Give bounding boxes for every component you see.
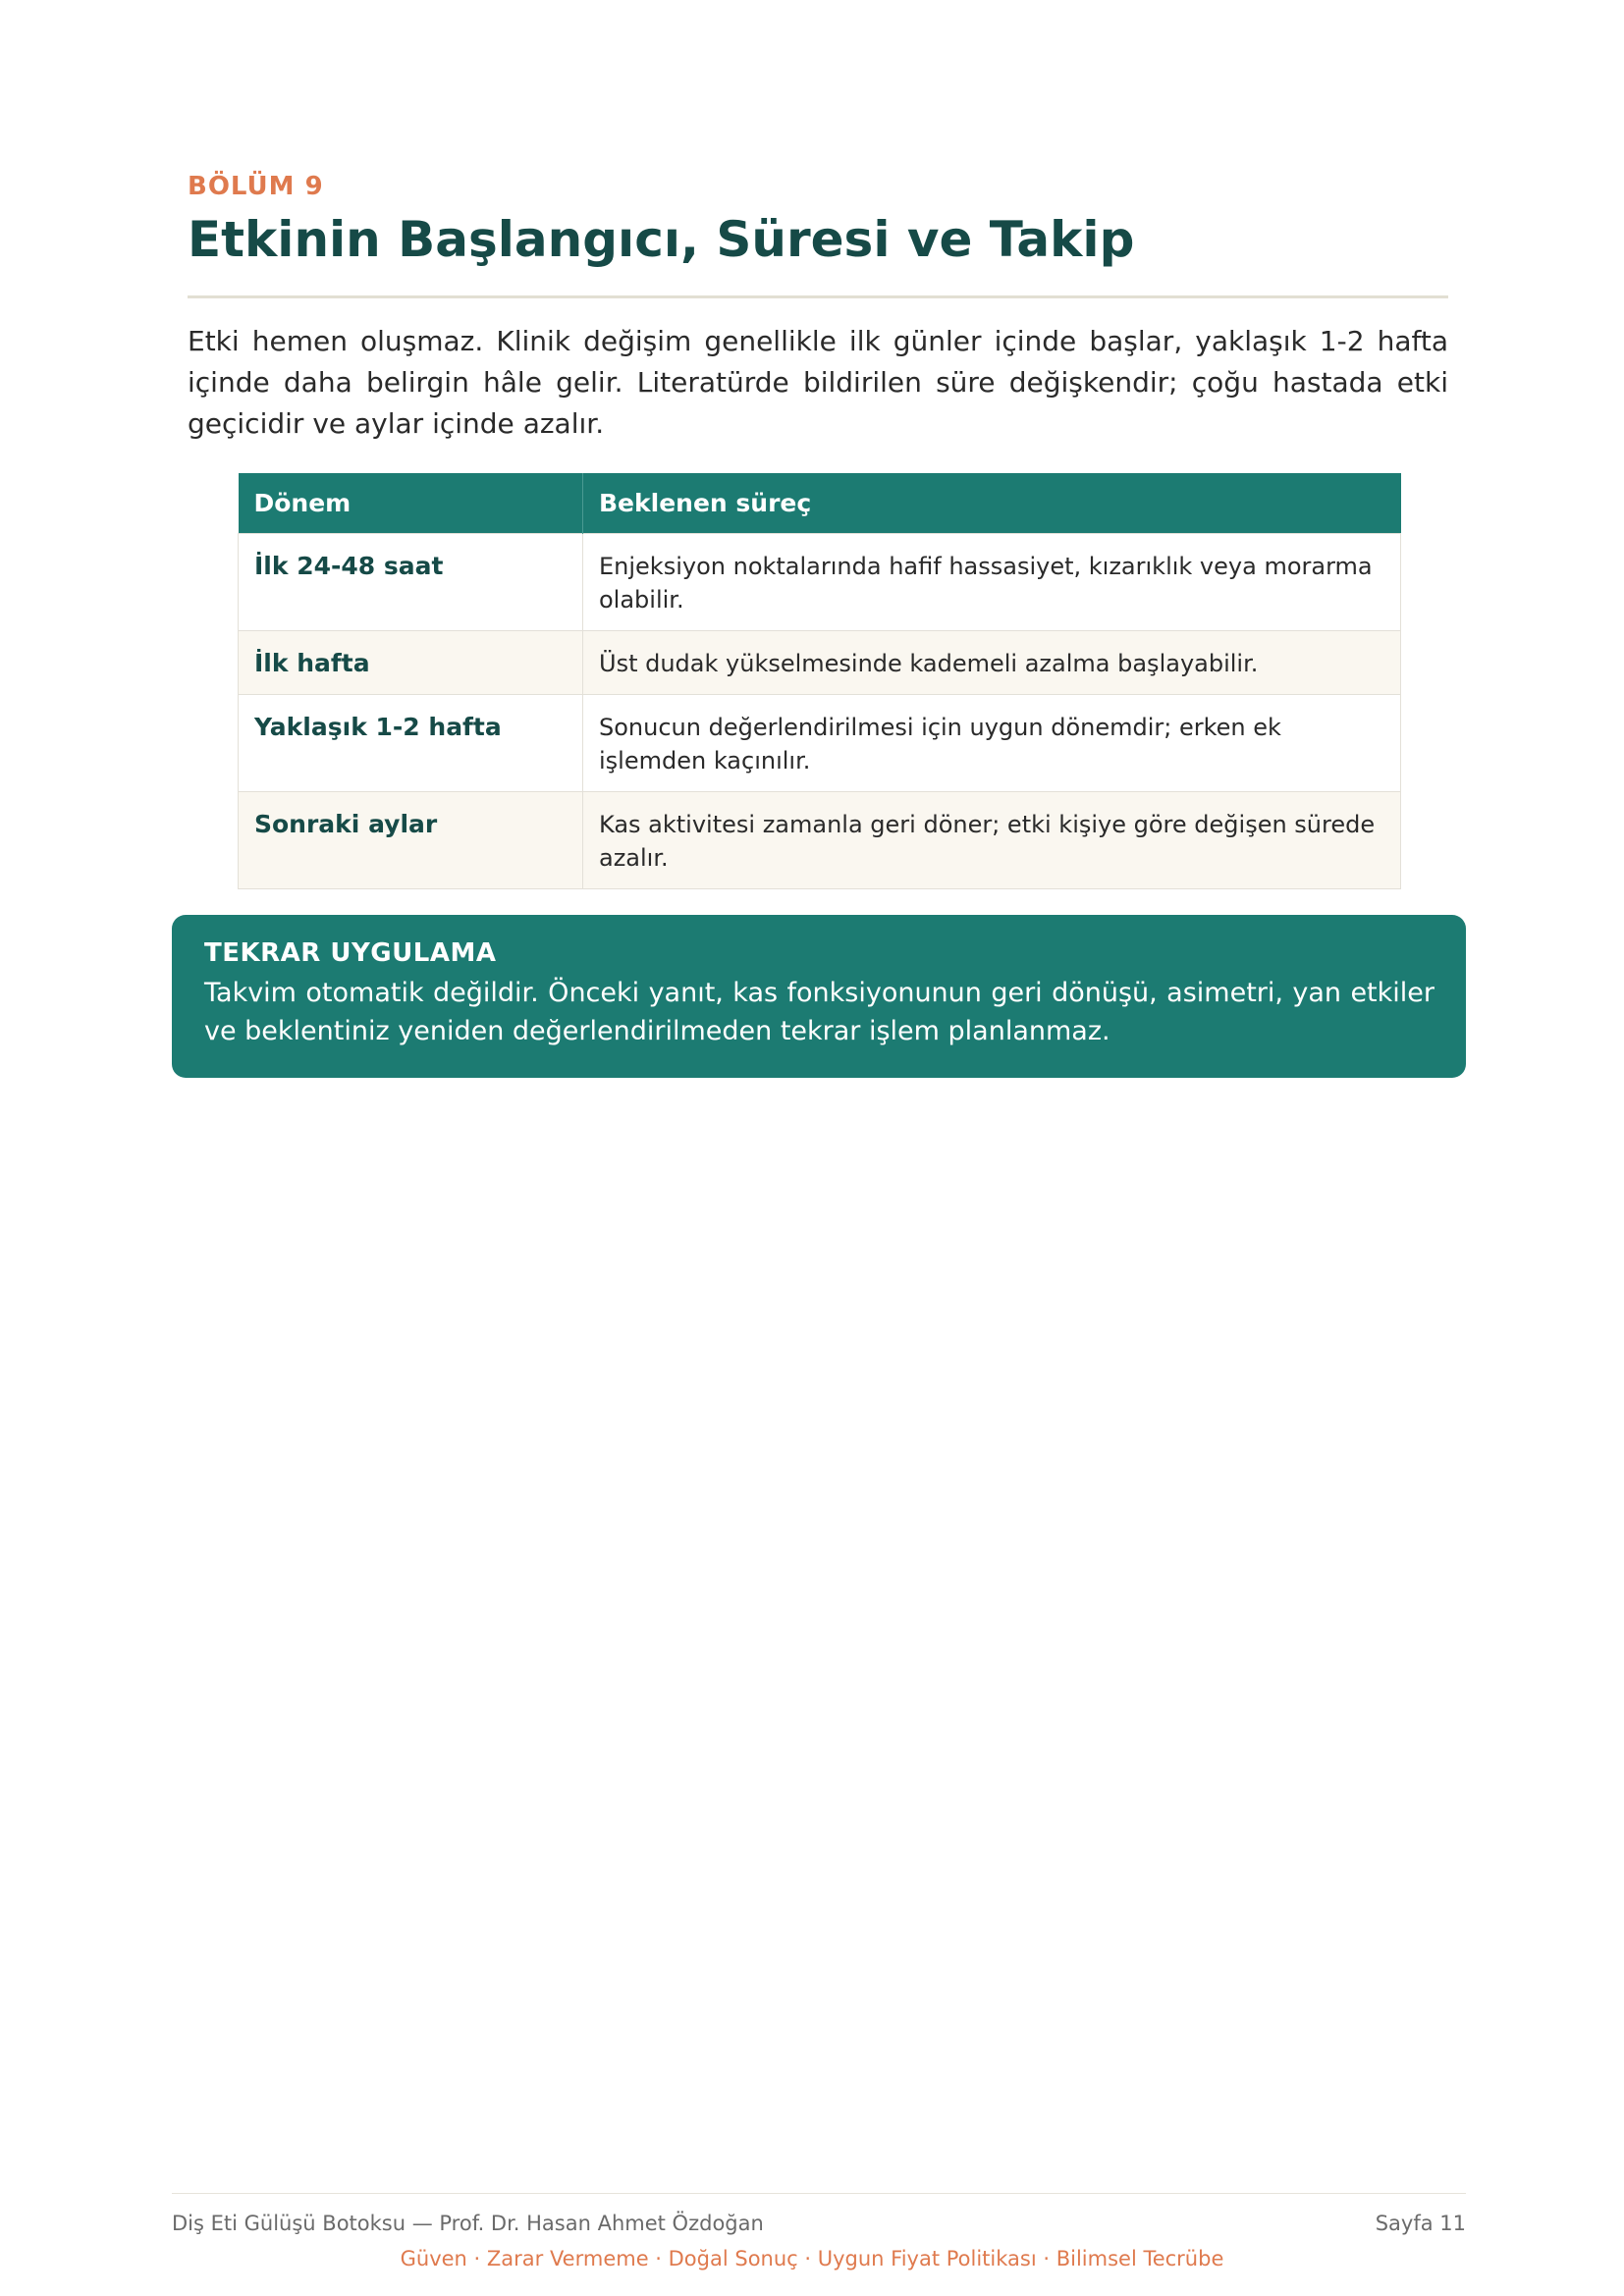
- chapter-label: BÖLÜM 9: [188, 172, 324, 201]
- column-header-process: Beklenen süreç: [583, 473, 1401, 534]
- timeline-table: [238, 473, 1401, 889]
- table-header-row: [239, 473, 1401, 534]
- repeat-application-callout: [172, 915, 1466, 1078]
- callout-text: Takvim otomatik değildir. Önceki yanıt, kas fonksiyonunun geri dönüşü, asimetri, yan etkiler ve beklentiniz yeniden değerlendirilmeden tekrar işlem planlanmaz.: [204, 978, 1435, 1046]
- table-row: [239, 534, 1401, 631]
- description-cell: Üst dudak yükselmesinde kademeli azalma başlayabilir.: [583, 631, 1401, 695]
- page-number: Sayfa 11: [1375, 2212, 1466, 2235]
- period-cell: İlk hafta: [239, 631, 583, 695]
- column-header-period: Dönem: [239, 473, 583, 534]
- title-divider: [188, 295, 1448, 298]
- period-cell: Yaklaşık 1-2 hafta: [239, 695, 583, 792]
- footer-divider: [172, 2193, 1466, 2194]
- footer-title: Diş Eti Gülüşü Botoksu — Prof. Dr. Hasan Ahmet Özdoğan: [172, 2212, 764, 2235]
- period-cell: Sonraki aylar: [239, 792, 583, 889]
- table-row: [239, 792, 1401, 889]
- chapter-title: Etkinin Başlangıcı, Süresi ve Takip: [188, 211, 1135, 268]
- footer-tagline: Güven · Zarar Vermeme · Doğal Sonuç · Uygun Fiyat Politikası · Bilimsel Tecrübe: [400, 2247, 1224, 2270]
- callout-title: TEKRAR UYGULAMA: [204, 938, 497, 968]
- table-row: [239, 631, 1401, 695]
- description-cell: Sonucun değerlendirilmesi için uygun dönemdir; erken ek işlemden kaçınılır.: [583, 695, 1401, 792]
- intro-paragraph: Etki hemen oluşmaz. Klinik değişim genellikle ilk günler içinde başlar, yaklaşık 1-2 hafta içinde daha belirgin hâle gelir. Literatürde bildirilen süre değişkendir; çoğu hastada etki geçicidir ve aylar içinde azalır.: [188, 325, 1448, 440]
- description-cell: Kas aktivitesi zamanla geri döner; etki kişiye göre değişen sürede azalır.: [583, 792, 1401, 889]
- table-row: [239, 695, 1401, 792]
- description-cell: Enjeksiyon noktalarında hafif hassasiyet, kızarıklık veya morarma olabilir.: [583, 534, 1401, 631]
- period-cell: İlk 24-48 saat: [239, 534, 583, 631]
